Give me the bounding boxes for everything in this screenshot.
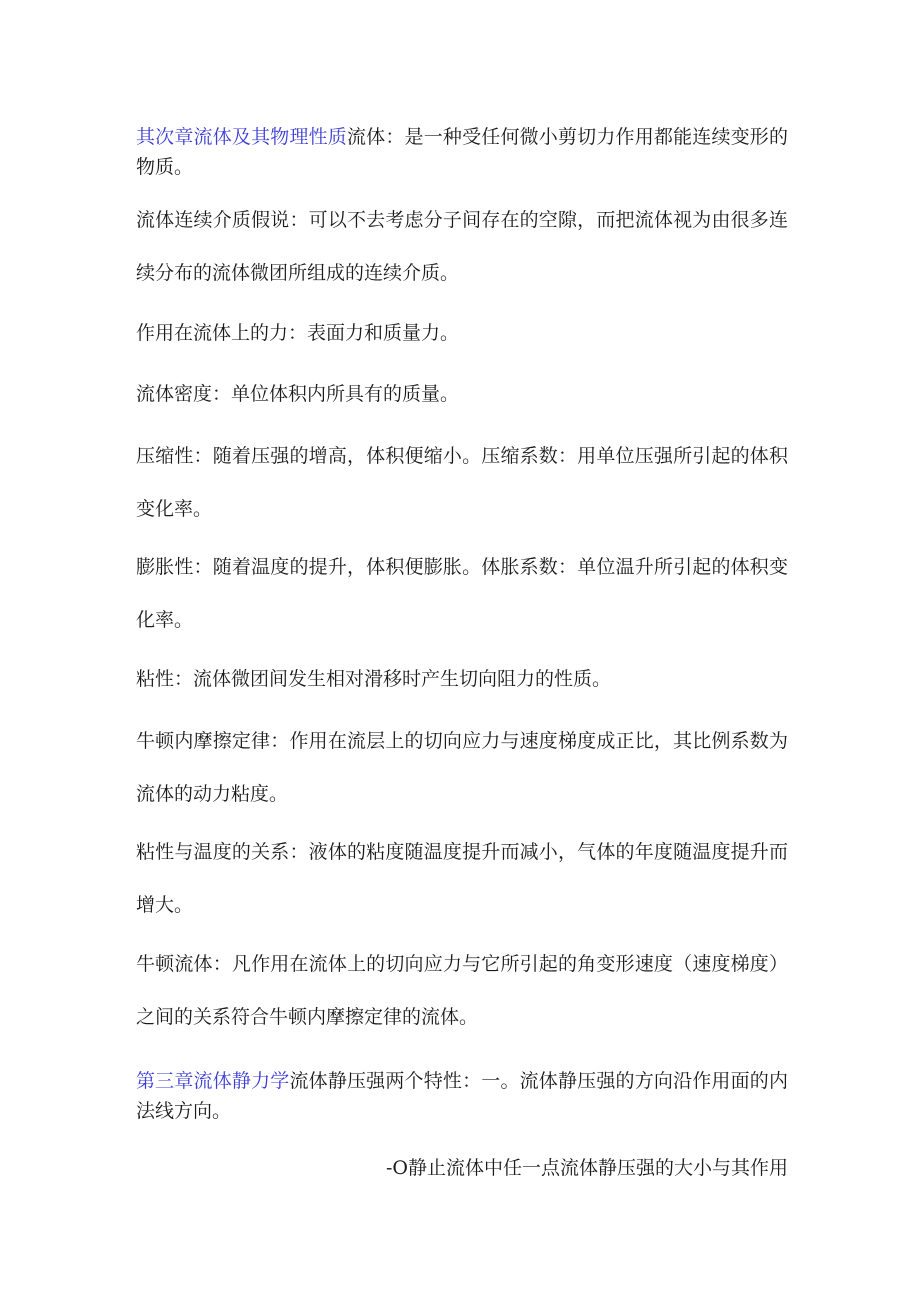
paragraph-pressure-magnitude: -O静止流体中任一点流体静压强的大小与其作用: [386, 1157, 788, 1179]
paragraph-newton-friction-law: 牛顿内摩擦定律：作用在流层上的切向应力与速度梯度成正比，其比例系数为流体的动力粘度。: [136, 730, 788, 805]
paragraph-viscosity-temperature: 粘性与温度的关系：液体的粘度随温度提升而减小，气体的年度随温度提升而增大。: [136, 841, 788, 916]
paragraph-text: 流体静压强两个特性：一。流体静压强的方向沿作用面的内法线方向。: [136, 1070, 788, 1122]
paragraph-viscosity: 粘性：流体微团间发生相对滑移时产生切向阻力的性质。: [136, 668, 612, 690]
paragraph-expansion: 膨胀性：随着温度的提升，体积便膨胀。体胀系数：单位温升所引起的体积变化率。: [136, 556, 788, 631]
paragraph-continuum-hypothesis: 流体连续介质假说：可以不去考虑分子间存在的空隙，而把流体视为由很多连续分布的流体微团所组成的连续介质。: [136, 209, 788, 284]
paragraph-forces: 作用在流体上的力：表面力和质量力。: [136, 322, 460, 344]
paragraph-newtonian-fluid: 牛顿流体：凡作用在流体上的切向应力与它所引起的角变形速度（速度梯度）之间的关系符合牛顿内摩擦定律的流体。: [136, 953, 788, 1028]
paragraph-compressibility: 压缩性：随着压强的增高，体积便缩小。压缩系数：用单位压强所引起的体积变化率。: [136, 445, 788, 520]
paragraph-text: 流体：是一种受任何微小剪切力作用都能连续变形的物质。: [136, 126, 788, 178]
paragraph-hydrostatic-pressure: [136, 1066, 788, 1126]
chapter-heading-3: 第三章流体静力学: [136, 1070, 290, 1092]
chapter-heading-2: 其次章流体及其物理性质: [136, 126, 347, 148]
paragraph-fluid-definition: [136, 122, 788, 182]
paragraph-density: 流体密度：单位体积内所具有的质量。: [136, 383, 460, 405]
